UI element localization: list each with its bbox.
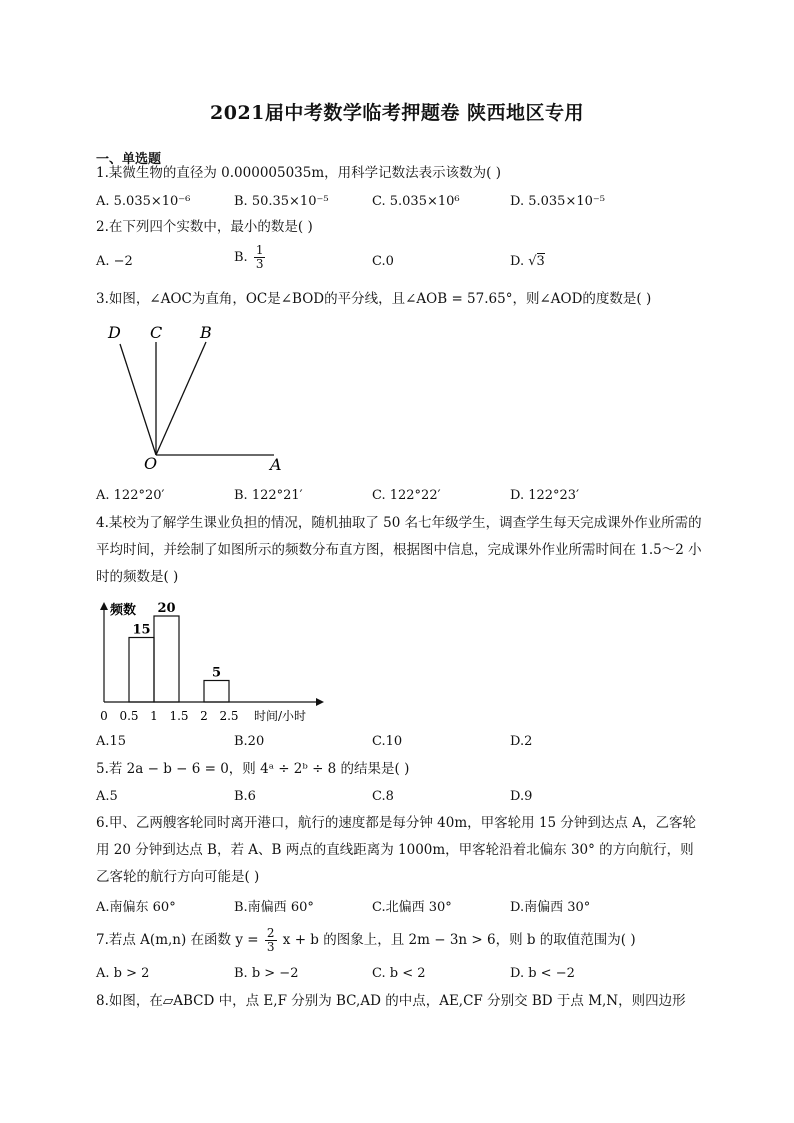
q2-option-d-label: D.: [510, 254, 525, 269]
fraction-numerator: 2: [266, 926, 275, 940]
fraction-denominator: 3: [255, 257, 264, 271]
q2-option-a[interactable]: A. −2: [96, 254, 133, 269]
q1-option-a[interactable]: A. 5.035×10⁻⁶: [96, 194, 191, 209]
question-5: 5.若 2a − b − 6 = 0，则 4ᵃ ÷ 2ᵇ ÷ 8 的结果是( ): [96, 761, 410, 777]
question-4: 4.某校为了解学生课业负担的情况，随机抽取了 50 名七年级学生，调查学生每天完成课外作业所需的平均时间，并绘制了如图所示的频数分布直方图，根据图中信息，完成课外作业所需时间在 1.5～2 小时的频数是( ): [96, 515, 702, 585]
q6-option-a[interactable]: A.南偏东 60°: [96, 900, 176, 915]
q1-option-c[interactable]: C. 5.035×10⁶: [372, 194, 460, 209]
q5-option-a[interactable]: A.5: [96, 789, 118, 804]
question-1: 1.某微生物的直径为 0.000005035m，用科学记数法表示该数为( ): [96, 165, 501, 181]
q2-option-b[interactable]: [234, 244, 267, 271]
x-tick-label: 0: [100, 709, 108, 723]
q7-text-pre: 7.若点 A(m,n) 在函数 y =: [96, 932, 259, 948]
question-6-options: [96, 896, 706, 916]
q3-option-c[interactable]: C. 122°22′: [372, 488, 441, 503]
histogram-bars: [129, 601, 229, 702]
question-6: 6.甲、乙两艘客轮同时离开港口，航行的速度都是每分钟 40m，甲客轮用 15 分钟到达点 A，乙客轮用 20 分钟到达点 B，若 A、B 两点的直线距离为 1000m，甲客轮沿着北偏东 30° 的方向航行，则乙客轮的航行方向可能是( ): [96, 815, 696, 885]
bar-data-label: 5: [211, 665, 222, 681]
q6-option-b[interactable]: B.南偏西 60°: [234, 900, 314, 915]
question-2: 2.在下列四个实数中，最小的数是( ): [96, 219, 313, 235]
label-o: O: [144, 454, 158, 473]
q2-option-b-label: B.: [234, 250, 248, 265]
q4-option-c[interactable]: C.10: [372, 734, 403, 749]
q1-option-d[interactable]: D. 5.035×10⁻⁵: [510, 194, 605, 209]
x-tick-label: 1: [150, 709, 158, 723]
histogram-ticks: [100, 709, 238, 723]
x-axis-label: 时间/小时: [254, 709, 307, 723]
q3-option-a[interactable]: A. 122°20′: [96, 488, 165, 503]
question-5-options: [96, 789, 706, 809]
label-c: C: [150, 323, 163, 342]
angle-figure: [96, 318, 296, 478]
page-title: 2021届中考数学临考押题卷 陕西地区专用: [210, 102, 584, 124]
fraction-numerator: 1: [255, 243, 264, 257]
frequency-histogram: [90, 596, 350, 726]
x-tick-label: 2: [200, 709, 208, 723]
q7-option-c[interactable]: C. b < 2: [372, 966, 426, 981]
q5-option-c[interactable]: C.8: [372, 789, 394, 804]
q5-option-d[interactable]: D.9: [510, 789, 533, 804]
y-axis-arrow-icon: [100, 602, 108, 610]
q2-option-d[interactable]: [510, 254, 545, 269]
section-heading: 一、单选题: [96, 152, 162, 167]
fraction-denominator: 3: [266, 940, 275, 954]
ray-ob: [156, 342, 206, 455]
q7-text-post: x + b 的图象上，且 2m − 3n > 6，则 b 的取值范围为( ): [282, 932, 636, 948]
q7-option-a[interactable]: A. b > 2: [96, 966, 150, 981]
q7-option-d[interactable]: D. b < −2: [510, 966, 575, 981]
x-axis-arrow-icon: [316, 698, 324, 706]
question-3-options: [96, 488, 706, 508]
q5-option-b[interactable]: B.6: [234, 789, 256, 804]
question-7-options: [96, 966, 706, 986]
histogram-bar: [204, 681, 229, 703]
q1-option-b[interactable]: B. 50.35×10⁻⁵: [234, 194, 329, 209]
q7-fraction: [265, 927, 277, 954]
label-b: B: [200, 323, 212, 342]
q4-option-a[interactable]: A.15: [96, 734, 127, 749]
q4-option-d[interactable]: D.2: [510, 734, 533, 749]
y-axis-label: 频数: [110, 603, 137, 618]
histogram-bar: [154, 616, 179, 702]
ray-od: [120, 344, 156, 455]
x-tick-label: 1.5: [169, 709, 189, 723]
bar-data-label: 20: [157, 601, 176, 616]
q4-option-b[interactable]: B.20: [234, 734, 265, 749]
question-8: 8.如图，在▱ABCD 中，点 E,F 分别为 BC,AD 的中点，AE,CF 分别交 BD 于点 M,N，则四边形: [96, 993, 686, 1009]
sqrt-icon: √: [528, 254, 537, 269]
x-tick-label: 0.5: [119, 709, 139, 723]
q7-option-b[interactable]: B. b > −2: [234, 966, 299, 981]
q2-option-c[interactable]: C.0: [372, 254, 394, 269]
q6-option-d[interactable]: D.南偏西 30°: [510, 900, 591, 915]
q2-option-b-fraction: [254, 244, 266, 271]
histogram-bar: [129, 638, 154, 703]
q6-option-c[interactable]: C.北偏西 30°: [372, 900, 452, 915]
question-2-options: [96, 243, 706, 271]
label-d: D: [108, 323, 121, 342]
question-3: 3.如图，∠AOC为直角，OC是∠BOD的平分线，且∠AOB = 57.65°，则∠AOD的度数是( ): [96, 291, 652, 307]
sqrt-radicand: 3: [536, 254, 545, 269]
q3-option-b[interactable]: B. 122°21′: [234, 488, 303, 503]
question-4-options: [96, 734, 706, 754]
question-7: [96, 925, 706, 955]
x-tick-label: 2.5: [219, 709, 239, 723]
question-1-options: [96, 194, 706, 214]
q3-option-d[interactable]: D. 122°23′: [510, 488, 580, 503]
bar-data-label: 15: [132, 622, 151, 638]
label-a: A: [270, 455, 282, 474]
